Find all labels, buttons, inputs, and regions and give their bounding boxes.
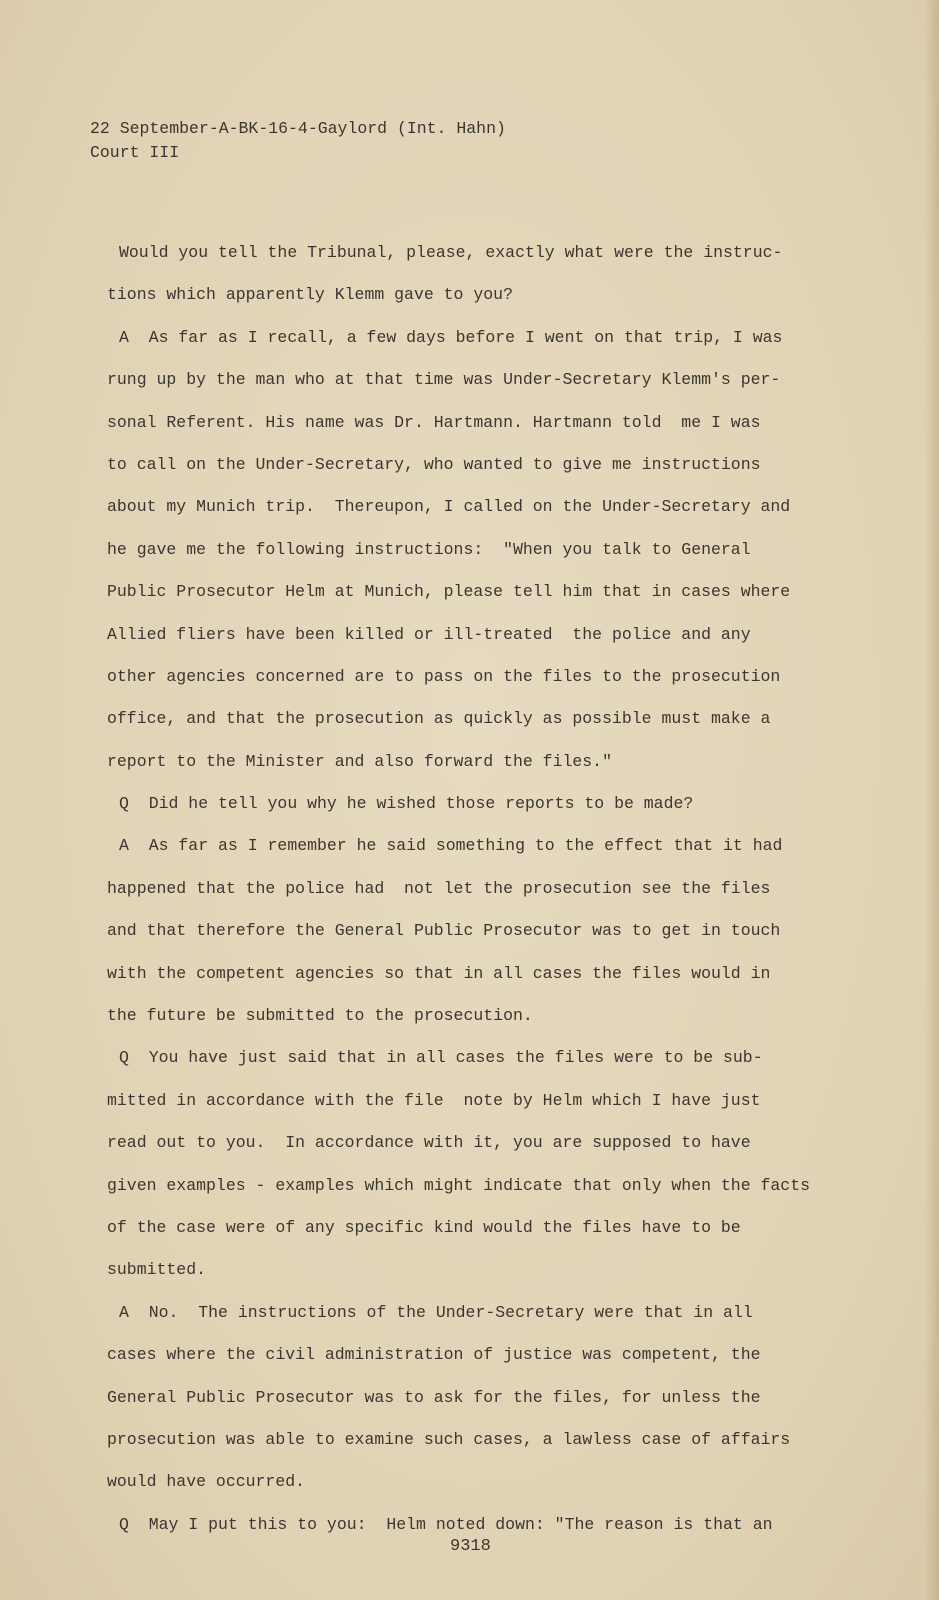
transcript-paragraph [107, 317, 927, 783]
header-session-line: 22 September-A-BK-16-4-Gaylord (Int. Hahn) [90, 119, 506, 138]
text-line: of the case were of any specific kind would the files have to be [107, 1217, 741, 1237]
text-line: the future be submitted to the prosecution. [107, 1006, 533, 1026]
text-line: tions which apparently Klemm gave to you? [107, 285, 513, 305]
paper-edge [925, 0, 939, 1600]
text-line: report to the Minister and also forward the files." [107, 751, 612, 771]
text-line: office, and that the prosecution as quickly as possible must make a [107, 709, 771, 729]
text-line: with the competent agencies so that in all cases the files would in [107, 963, 771, 983]
transcript-paragraph [107, 1504, 927, 1546]
transcript-paragraph [107, 232, 927, 317]
transcript-body [107, 232, 927, 1546]
text-line: other agencies concerned are to pass on the files to the prosecution [107, 666, 781, 686]
text-line: Q You have just said that in all cases the files were to be sub- [119, 1048, 763, 1068]
text-line: to call on the Under-Secretary, who wanted to give me instructions [107, 454, 761, 474]
text-line: would have occurred. [107, 1472, 306, 1492]
text-line: read out to you. In accordance with it, you are supposed to have [107, 1133, 751, 1153]
text-line: General Public Prosecutor was to ask for the files, for unless the [107, 1387, 761, 1407]
text-line: A As far as I recall, a few days before I went on that trip, I was [119, 327, 783, 347]
transcript-paragraph [107, 783, 927, 825]
text-line: Public Prosecutor Helm at Munich, please tell him that in cases where [107, 582, 791, 602]
text-line: and that therefore the General Public Prosecutor was to get in touch [107, 921, 781, 941]
text-line: happened that the police had not let the prosecution see the files [107, 878, 771, 898]
text-line: given examples - examples which might indicate that only when the facts [107, 1175, 811, 1195]
header-court-line: Court III [90, 143, 180, 162]
text-line: about my Munich trip. Thereupon, I called on the Under-Secretary and [107, 497, 791, 517]
transcript-paragraph [107, 1037, 927, 1291]
text-line: rung up by the man who at that time was Under-Secretary Klemm's per- [107, 370, 781, 390]
transcript-paragraph [107, 825, 927, 1037]
page-number: 9318 [450, 1537, 491, 1556]
text-line: submitted. [107, 1260, 207, 1280]
document-header [90, 117, 506, 165]
text-line: Would you tell the Tribunal, please, exactly what were the instruc- [119, 243, 783, 262]
text-line: A As far as I remember he said something to the effect that it had [119, 836, 783, 856]
text-line: A No. The instructions of the Under-Secretary were that in all [119, 1302, 753, 1322]
text-line: sonal Referent. His name was Dr. Hartmann. Hartmann told me I was [107, 412, 761, 432]
text-line: Q May I put this to you: Helm noted down: "The reason is that an [119, 1514, 773, 1534]
text-line: he gave me the following instructions: "When you talk to General [107, 539, 751, 559]
text-line: Allied fliers have been killed or ill-treated the police and any [107, 624, 751, 644]
text-line: prosecution was able to examine such cases, a lawless case of affairs [107, 1429, 791, 1449]
transcript-paragraph [107, 1292, 927, 1504]
text-line: cases where the civil administration of justice was competent, the [107, 1345, 761, 1365]
text-line: Q Did he tell you why he wished those reports to be made? [119, 794, 694, 814]
text-line: mitted in accordance with the file note by Helm which I have just [107, 1090, 761, 1110]
